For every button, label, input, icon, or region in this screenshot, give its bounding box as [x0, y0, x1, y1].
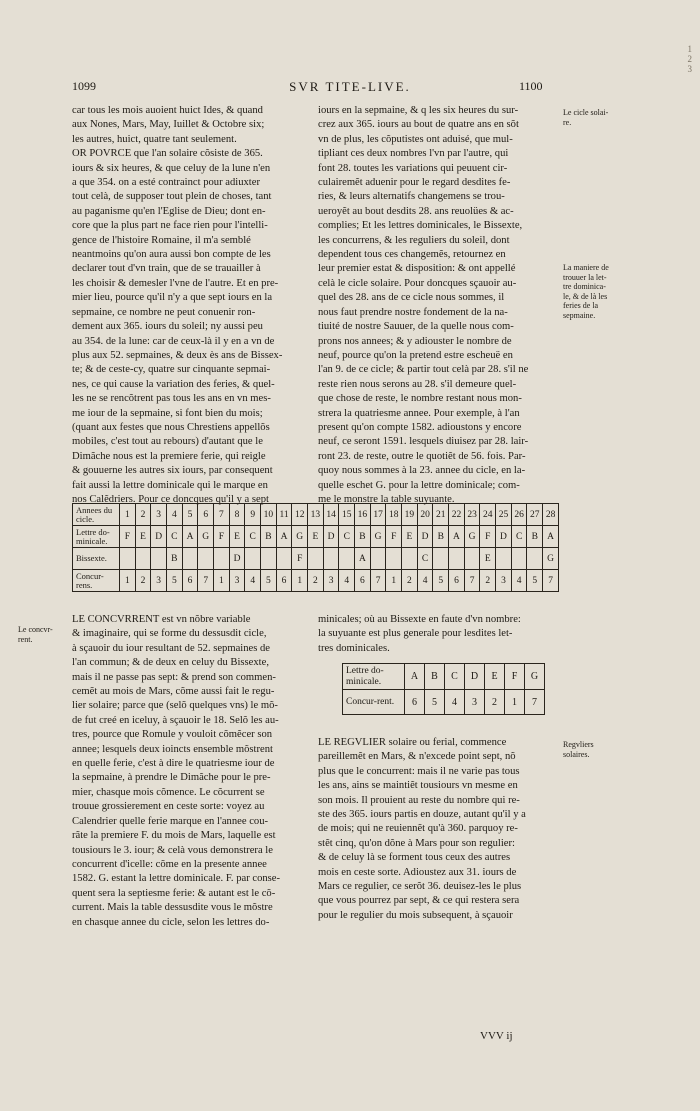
table-cell: D	[417, 526, 433, 548]
table-cell: C	[339, 526, 355, 548]
text-line: neuf, pource qu'on la pretend estre escheuë en	[318, 349, 513, 361]
table-cell: 16	[355, 504, 371, 526]
text-line: en quelle ferie, c'est à dire le quatriesme iour de	[72, 758, 275, 770]
left-column-bottom-text	[72, 613, 310, 930]
row-label: Annees du cicle.	[73, 504, 120, 526]
table-cell	[276, 548, 292, 570]
text-line: iours & six heures, & que celuy de la lune n'en	[72, 162, 271, 174]
margin-note-reguliers-solaires	[563, 740, 594, 759]
table-cell	[339, 548, 355, 570]
text-line: fait aussi la lettre dominicale qui le marque en	[72, 479, 268, 491]
dominical-letter-table	[342, 663, 545, 715]
table-cell: 6	[182, 570, 198, 592]
margin-note-line: feries de la	[563, 301, 599, 311]
table-row	[73, 504, 559, 526]
table-cell	[511, 548, 527, 570]
table-row	[343, 664, 545, 690]
text-line: sepmaine, ce nombre ne peut conuenir ron-	[72, 306, 256, 318]
text-line: tres, pource que Romule y vouloit cõmẽcer son	[72, 729, 273, 741]
text-line: les ans, ains se maintiẽt tousiours vn mesme en	[318, 780, 518, 792]
table-cell	[198, 548, 214, 570]
text-line: prons nos annees; & y adiouster le nombre de	[318, 335, 512, 347]
margin-note-line: le, & de là les	[563, 291, 608, 301]
text-line: tiuité de nostre Sauuer, de la quelle nous com-	[318, 321, 514, 333]
text-line: quelle eschet G. pour la lettre dominicale; com-	[318, 479, 520, 491]
margin-note-line: rent.	[18, 634, 33, 644]
table-cell	[135, 548, 151, 570]
table-cell	[496, 548, 512, 570]
text-line: minicales; où au Bissexte en faute d'vn nombre:	[318, 614, 521, 625]
text-line: au 354. de la lune: car de ceux-là il y en a vn de	[72, 335, 275, 347]
table-cell: C	[511, 526, 527, 548]
text-line: complies; Et les lettres dominicales, le Bissexte,	[318, 220, 523, 232]
margin-note-line: sepmaine.	[563, 310, 596, 320]
text-line: pour le regulier du mois subsequent, à sçauoir	[318, 909, 513, 921]
corner-mark: 1 2 3	[687, 44, 692, 74]
text-line: ueroyẽt au bout desdits 28. ans reuolües & ac-	[318, 205, 514, 217]
table-cell: 7	[214, 504, 230, 526]
table-cell: 2	[485, 690, 505, 715]
table-cell: F	[214, 526, 230, 548]
table-cell: A	[276, 526, 292, 548]
table-row	[73, 526, 559, 548]
text-line: l'an 9. de ce cicle; & partir tout celà par 28. s'il ne	[318, 364, 529, 376]
table-cell: 5	[433, 570, 449, 592]
table-cell: 7	[370, 570, 386, 592]
table-cell: C	[445, 664, 465, 690]
table-cell: E	[480, 548, 496, 570]
table-cell: A	[182, 526, 198, 548]
table-cell: 18	[386, 504, 402, 526]
text-line: l'an commun; & de deux en celuy du Bissexte,	[72, 657, 269, 669]
margin-note-line: solaires.	[563, 749, 590, 759]
table-cell: F	[292, 548, 308, 570]
table-cell: 10	[261, 504, 277, 526]
text-line: nos Calẽdriers. Pour ce doncques qu'il y a sept	[72, 493, 269, 505]
text-line: son mois. Il prouient au reste du nombre qui re-	[318, 794, 520, 806]
text-line: a que 354. on a esté contrainct pour adiuxter	[72, 177, 260, 189]
right-column-bottom-text-b	[318, 736, 556, 923]
table-cell	[527, 548, 543, 570]
table-cell: 19	[402, 504, 418, 526]
table-cell: E	[485, 664, 505, 690]
table-cell: 6	[405, 690, 425, 715]
table-cell: 23	[464, 504, 480, 526]
text-line: trouue grossierement en ceste sorte: voyez au	[72, 801, 265, 813]
table-cell: 5	[425, 690, 445, 715]
text-line: ste des 365. iours partis en douze, autant qu'il y a	[318, 809, 526, 821]
table-cell: B	[433, 526, 449, 548]
table-cell: 2	[480, 570, 496, 592]
text-line: les ne se rencõtrent pas tous les ans en vn mes-	[72, 393, 271, 405]
right-column-bottom-text-a	[318, 613, 556, 656]
table-cell: 14	[323, 504, 339, 526]
table-cell: 3	[465, 690, 485, 715]
table-cell: E	[308, 526, 324, 548]
margin-note-cicle-solaire	[563, 108, 608, 127]
table-cell	[370, 548, 386, 570]
table-cell	[449, 548, 465, 570]
margin-note-line: La maniere de	[563, 263, 609, 272]
table-cell: B	[527, 526, 543, 548]
table-cell	[245, 548, 261, 570]
text-line: mier, chasque mois cõmence. Le cõcurrent se	[72, 786, 265, 798]
margin-note-line: re.	[563, 117, 572, 127]
table-cell: 6	[276, 570, 292, 592]
table-cell: 5	[261, 570, 277, 592]
text-line: Dimãche nous est la premiere ferie, qui reigle	[72, 450, 266, 462]
text-line: que vous pourrez par sept, & ce qui restera sera	[318, 895, 520, 907]
table-cell: 3	[151, 504, 167, 526]
table-cell: 15	[339, 504, 355, 526]
text-line: vn de plus, les cõputistes ont aduisé, que mul-	[318, 133, 513, 145]
table-cell: G	[370, 526, 386, 548]
table-cell	[323, 548, 339, 570]
text-line: & imaginaire, qui se forme du dessusdit cicle,	[72, 628, 267, 640]
text-line: de fut creé en iceluy, à sçauoir le 18. Selõ les au-	[72, 714, 279, 726]
row-label: Lettre do-minicale.	[73, 526, 120, 548]
text-line: LE CONCVRRENT est vn nõbre variable	[72, 614, 251, 625]
margin-note-concurrent	[18, 625, 53, 644]
left-page-number: 1099	[72, 79, 96, 93]
table-cell: 5	[527, 570, 543, 592]
text-line: LE REGVLIER solaire ou ferial, commence	[318, 737, 507, 748]
table-cell: 7	[464, 570, 480, 592]
table-cell: E	[229, 526, 245, 548]
table-cell: A	[405, 664, 425, 690]
text-line: aux Nones, Mars, May, Iuillet & Octobre six;	[72, 119, 265, 131]
table-cell: 24	[480, 504, 496, 526]
running-title: SVR TITE-LIVE.	[289, 79, 411, 94]
margin-note-line: Le cicle solai-	[563, 108, 609, 117]
table-cell: 4	[339, 570, 355, 592]
text-line: mier lieu, pource qu'il n'y a que sept iours en la	[72, 292, 273, 304]
text-line: au paganisme qu'en l'Eglise de Dieu; dont en-	[72, 205, 266, 217]
text-line: present qu'on compte 1582. adioustons y encore	[318, 421, 522, 433]
text-line: & de celuy là se forment tous ceux des autres	[318, 852, 511, 864]
table-row	[73, 570, 559, 592]
left-column-top-text	[72, 104, 310, 507]
table-cell: 17	[370, 504, 386, 526]
table-cell	[433, 548, 449, 570]
text-line: quent sera la septiesme ferie: & autant est le cõ-	[72, 887, 276, 899]
right-column-top-text	[318, 104, 554, 507]
table-cell: 5	[167, 570, 183, 592]
table-cell: E	[402, 526, 418, 548]
text-line: tout celà, de supposer tout plein de choses, tant	[72, 191, 272, 203]
text-line: me le monstre la table suyuante.	[318, 493, 455, 505]
text-line: current. Mais la table dessusdite vous le mõstre	[72, 902, 273, 914]
table-cell: F	[505, 664, 525, 690]
table-cell: B	[261, 526, 277, 548]
table-cell: F	[480, 526, 496, 548]
text-line: neantmoins qu'on aura aussi bon compte de les	[72, 249, 271, 261]
table-cell	[308, 548, 324, 570]
text-line: & gouuerne les autres six iours, par consequent	[72, 465, 273, 477]
table-cell: 7	[198, 570, 214, 592]
table-cell: 6	[449, 570, 465, 592]
table-cell: 22	[449, 504, 465, 526]
table-cell	[464, 548, 480, 570]
table-cell: D	[229, 548, 245, 570]
table-cell: B	[425, 664, 445, 690]
table-cell: A	[355, 548, 371, 570]
table-cell: 28	[543, 504, 559, 526]
text-line: de mois; qui ne reuiennẽt qu'à 360. parquoy re-	[318, 823, 518, 835]
table-cell: A	[543, 526, 559, 548]
table-cell: 11	[276, 504, 292, 526]
table-cell: G	[543, 548, 559, 570]
table-cell: 12	[292, 504, 308, 526]
text-line: plus aux 52. sepmaines, & deux ès ans de Bissex-	[72, 349, 283, 361]
table-cell: 2	[402, 570, 418, 592]
table-cell: 13	[308, 504, 324, 526]
text-line: lier solaire; parce que (selõ quelques vns) le mõ-	[72, 700, 278, 712]
text-line: dependent tous ces changemẽs, retournez en	[318, 249, 506, 261]
table-cell: D	[151, 526, 167, 548]
table-cell: 7	[543, 570, 559, 592]
text-line: mobiles, c'est tout au rebours) d'autant que le	[72, 436, 263, 448]
text-line: en chasque annee du cicle, selon les lettres do-	[72, 916, 270, 928]
table-cell	[151, 548, 167, 570]
margin-note-line: tre dominica-	[563, 282, 606, 292]
table-cell	[261, 548, 277, 570]
text-line: quel des 28. ans de ce cicle nous sommes, il	[318, 292, 505, 304]
text-line: que chose de reste, le nombre restant nous mon-	[318, 393, 522, 405]
table-cell: 27	[527, 504, 543, 526]
text-line: la sepmaine, à prendre le Dimãche pour le pre-	[72, 772, 271, 784]
table-cell: 4	[511, 570, 527, 592]
text-line: stẽt cinq, qu'on dõne à Mars pour son regulier:	[318, 837, 515, 849]
table-cell: 1	[505, 690, 525, 715]
text-line: plus que le concurrent: mais il ne varie pas tous	[318, 765, 520, 777]
text-line: leur premier estat & disposition: & ont appellé	[318, 263, 516, 275]
text-line: mais il ne passe pas sept: & prend son commen-	[72, 671, 276, 683]
text-line: annee; lesquels deux ioincts ensemble mõstrent	[72, 743, 273, 755]
row-label: Lettre do-minicale.	[343, 664, 405, 690]
table-cell: 6	[355, 570, 371, 592]
row-label: Bissexte.	[73, 548, 120, 570]
table-cell: 1	[120, 504, 136, 526]
text-line: crez aux 365. iours au bout de quatre ans en sõt	[318, 119, 519, 131]
table-cell: 1	[120, 570, 136, 592]
table-cell: B	[355, 526, 371, 548]
solar-cycle-table	[72, 503, 559, 592]
table-cell: C	[245, 526, 261, 548]
text-line: nes, ce qui cause la variation des feries, & quel-	[72, 378, 275, 390]
text-line: les choisir & demesler l'vne de l'autre. Et en pre-	[72, 277, 279, 289]
table-cell: G	[525, 664, 545, 690]
table-cell: 20	[417, 504, 433, 526]
margin-note-line: trouuer la let-	[563, 272, 607, 282]
table-cell: 1	[292, 570, 308, 592]
text-line: mois en ceste sorte. Adioustez aux 31. iours de	[318, 866, 517, 878]
table-cell: 8	[229, 504, 245, 526]
text-line: core que la plus part ne face rien pour l'intelli-	[72, 220, 268, 232]
row-label: Concur-rent.	[343, 690, 405, 715]
table-cell	[386, 548, 402, 570]
text-line: tipliant ces deux nombres l'vn par l'autre, qui	[318, 148, 509, 160]
table-cell: 4	[167, 504, 183, 526]
table-row	[73, 548, 559, 570]
table-cell: 2	[308, 570, 324, 592]
row-label: Concur-rens.	[73, 570, 120, 592]
text-line: reste rien nous serons au 28. s'il demeure quel-	[318, 378, 517, 390]
text-line: cemẽt au mois de Mars, cõme aussi fait le regu-	[72, 686, 275, 698]
text-line: gence de l'histoire Romaine, il m'a semblé	[72, 234, 251, 246]
table-cell: 4	[245, 570, 261, 592]
right-page-number: 1100	[519, 79, 543, 93]
text-line: la suyuante est plus generale pour lesdites let-	[318, 628, 513, 640]
text-line: ries, & leurs alternatifs changemens se trou-	[318, 191, 505, 203]
table-cell: E	[135, 526, 151, 548]
text-line: strera la quatriesme annee. Pour exemple, à l'an	[318, 407, 520, 419]
text-line: car tous les mois auoient huict Ides, & quand	[72, 105, 263, 116]
table-cell	[182, 548, 198, 570]
table-cell: G	[198, 526, 214, 548]
text-line: Mars ce regulier, ce serõt 36. deuisez-les le plus	[318, 881, 522, 893]
text-line: culairemẽt aduenir pour le regard desdites fe-	[318, 177, 511, 189]
table-cell: 3	[496, 570, 512, 592]
table-cell: 1	[214, 570, 230, 592]
table-cell: 3	[229, 570, 245, 592]
table-cell: B	[167, 548, 183, 570]
text-line: (quant aux festes que nous Chrestiens appellõs	[72, 421, 270, 433]
table-cell: 4	[417, 570, 433, 592]
table-cell: 6	[198, 504, 214, 526]
text-line: concurrent d'icelle: cõme en la presente annee	[72, 858, 267, 870]
table-cell: C	[417, 548, 433, 570]
text-line: les concurrens, & les reguliers du soleil, dont	[318, 234, 510, 246]
table-cell	[214, 548, 230, 570]
text-line: ront 23. de reste, outre le quotiẽt de 56. fois. Par-	[318, 450, 526, 462]
text-line: OR POVRCE que l'an solaire cõsiste de 365.	[72, 148, 263, 160]
text-line: celà le cicle solaire. Pour doncques sçauoir au-	[318, 277, 517, 289]
table-cell: C	[167, 526, 183, 548]
text-line: à sçauoir du iour resultant de 52. sepmaines de	[72, 642, 270, 654]
margin-note-maniere-trouuer	[563, 263, 609, 321]
table-cell: A	[449, 526, 465, 548]
text-line: pareillemẽt en Mars, & n'excede point sept, nõ	[318, 751, 516, 763]
text-line: tres dominicales.	[318, 642, 390, 654]
table-cell: 7	[525, 690, 545, 715]
text-line: te; & de ceste-cy, quatre sur cinquante sepmai-	[72, 364, 271, 376]
margin-note-line: Regvliers	[563, 740, 594, 749]
table-row	[343, 690, 545, 715]
table-cell: G	[292, 526, 308, 548]
table-cell: D	[465, 664, 485, 690]
text-line: font 28. toutes les variations qui peuuent cir-	[318, 162, 508, 174]
text-line: me iour de la sepmaine, si font bien du mois;	[72, 407, 263, 419]
table-cell: 21	[433, 504, 449, 526]
table-cell: D	[323, 526, 339, 548]
table-cell: G	[464, 526, 480, 548]
text-line: rãte la premiere F. du mois de Mars, laquelle est	[72, 830, 276, 842]
text-line: quoy nous sommes à la 23. annee du cicle, en la-	[318, 465, 526, 477]
table-cell: 9	[245, 504, 261, 526]
signature-mark: VVV ij	[480, 1030, 513, 1042]
table-cell	[120, 548, 136, 570]
table-cell: 25	[496, 504, 512, 526]
table-cell	[402, 548, 418, 570]
text-line: Calendrier quelle ferie marque en l'annee cou-	[72, 815, 269, 827]
text-line: dement aux 365. iours du soleil; ny aussi peu	[72, 321, 263, 333]
text-line: les autres, huict, quatre tant seulement.	[72, 133, 237, 145]
table-cell: F	[386, 526, 402, 548]
text-line: nous faut prendre nostre fondement de la na-	[318, 306, 508, 318]
margin-note-line: Le concvr-	[18, 625, 53, 634]
text-line: 1582. G. estant la lettre dominicale. F. par conse-	[72, 873, 281, 885]
text-line: neuf, ce seront 1591. lesquels diuisez par 28. lair-	[318, 436, 529, 448]
table-cell: 5	[182, 504, 198, 526]
table-cell: 1	[386, 570, 402, 592]
table-cell: 4	[445, 690, 465, 715]
table-cell: D	[496, 526, 512, 548]
table-cell: 2	[135, 570, 151, 592]
text-line: iours en la sepmaine, & q les six heures du sur-	[318, 105, 519, 116]
table-cell: F	[120, 526, 136, 548]
table-cell: 2	[135, 504, 151, 526]
text-line: tousiours le 3. iour; & celà vous demonstrera le	[72, 844, 273, 856]
table-cell: 3	[151, 570, 167, 592]
text-line: declarer tout d'vn train, que de se trauailler à	[72, 263, 261, 275]
table-cell: 26	[511, 504, 527, 526]
table-cell: 3	[323, 570, 339, 592]
